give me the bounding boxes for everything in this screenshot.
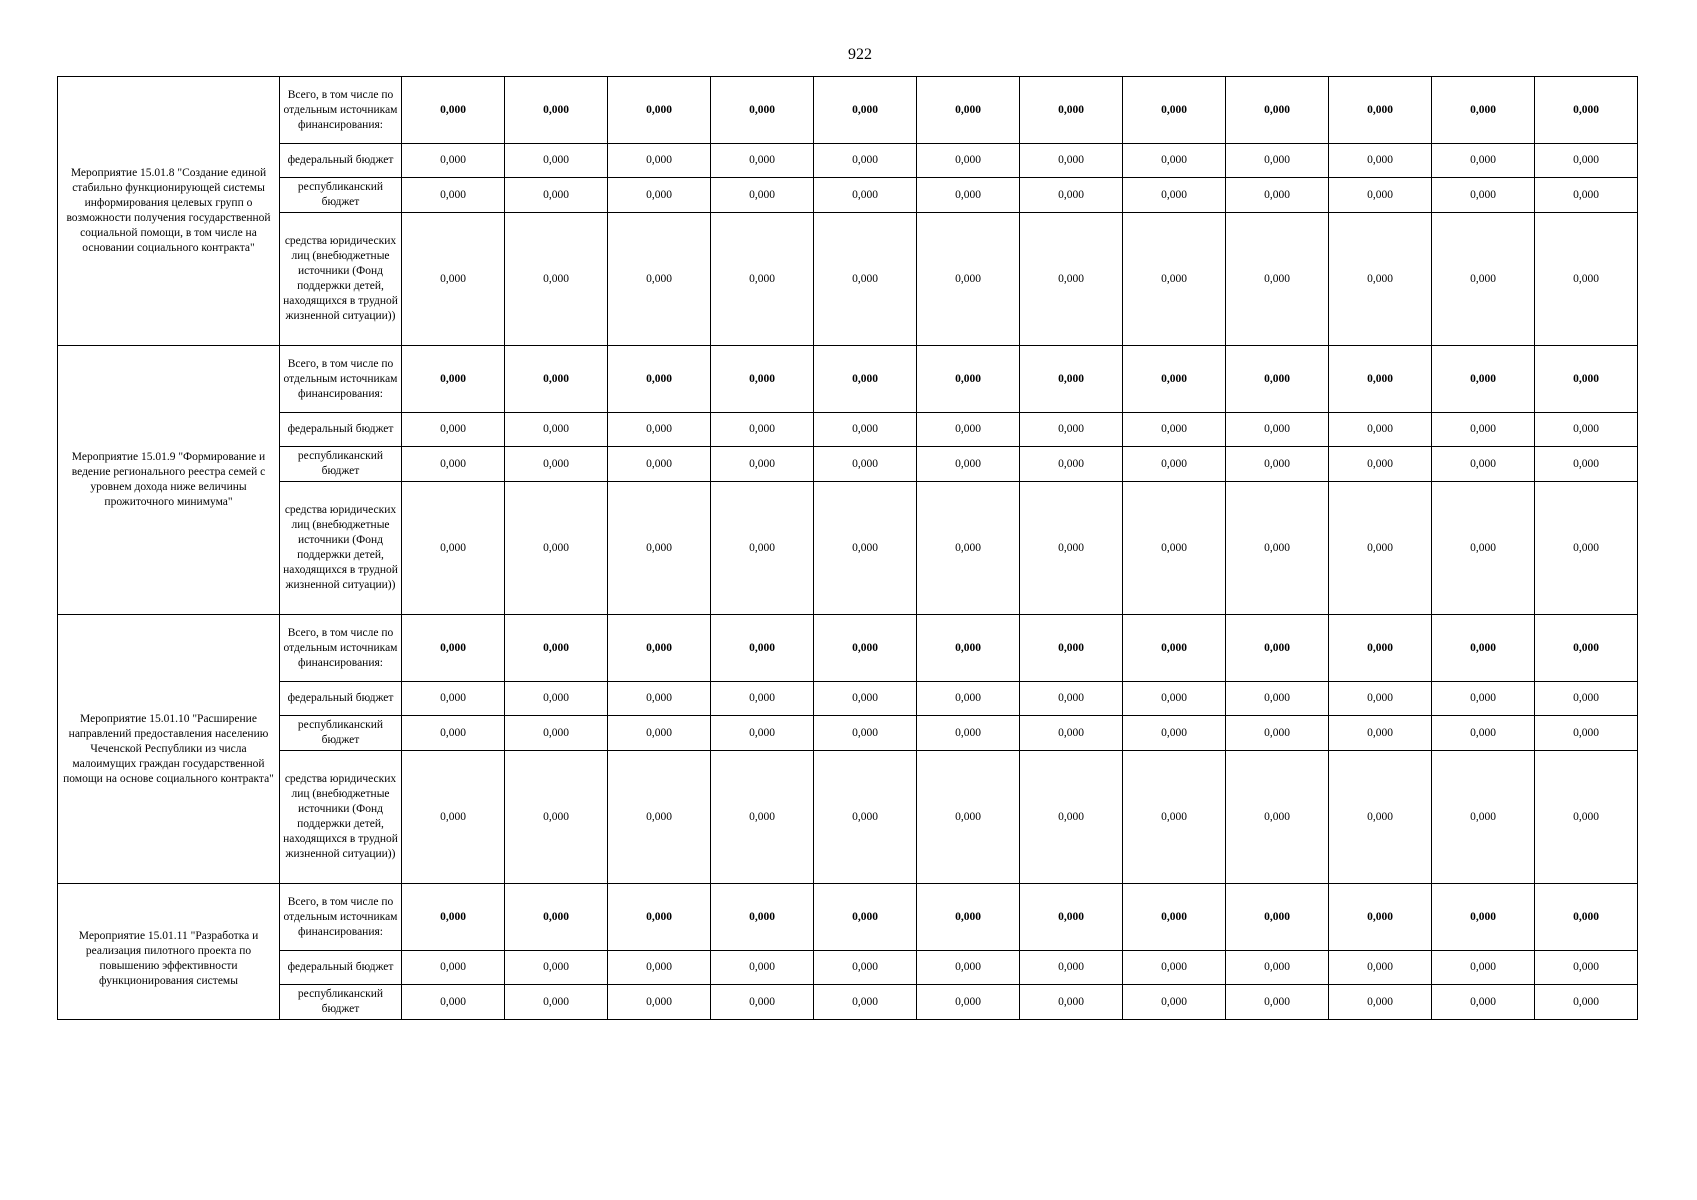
value-cell: 0,000 bbox=[1329, 346, 1432, 413]
value-cell: 0,000 bbox=[1329, 482, 1432, 615]
funding-source-label: республиканский бюджет bbox=[280, 716, 402, 751]
value-cell: 0,000 bbox=[505, 213, 608, 346]
value-cell: 0,000 bbox=[505, 884, 608, 951]
value-cell: 0,000 bbox=[402, 985, 505, 1020]
value-cell: 0,000 bbox=[402, 213, 505, 346]
funding-source-label: средства юридических лиц (внебюджетные источники (Фонд поддержки детей, находящихся в трудной жизненной ситуации)) bbox=[280, 482, 402, 615]
value-cell: 0,000 bbox=[1226, 213, 1329, 346]
value-cell: 0,000 bbox=[814, 346, 917, 413]
value-cell: 0,000 bbox=[1020, 77, 1123, 144]
value-cell: 0,000 bbox=[505, 178, 608, 213]
value-cell: 0,000 bbox=[505, 615, 608, 682]
value-cell: 0,000 bbox=[608, 682, 711, 716]
row-total bbox=[58, 884, 1638, 951]
value-cell: 0,000 bbox=[1020, 447, 1123, 482]
value-cell: 0,000 bbox=[1329, 951, 1432, 985]
funding-source-label: федеральный бюджет bbox=[280, 951, 402, 985]
value-cell: 0,000 bbox=[814, 615, 917, 682]
row-republican-budget bbox=[58, 178, 1638, 213]
value-cell: 0,000 bbox=[1432, 716, 1535, 751]
value-cell: 0,000 bbox=[711, 716, 814, 751]
value-cell: 0,000 bbox=[814, 716, 917, 751]
value-cell: 0,000 bbox=[505, 144, 608, 178]
financing-table bbox=[57, 76, 1638, 1020]
value-cell: 0,000 bbox=[1123, 751, 1226, 884]
value-cell: 0,000 bbox=[505, 985, 608, 1020]
value-cell: 0,000 bbox=[1123, 144, 1226, 178]
value-cell: 0,000 bbox=[711, 751, 814, 884]
value-cell: 0,000 bbox=[711, 213, 814, 346]
row-legal-entities bbox=[58, 751, 1638, 884]
funding-source-label: Всего, в том числе по отдельным источникам финансирования: bbox=[280, 884, 402, 951]
value-cell: 0,000 bbox=[1123, 615, 1226, 682]
value-cell: 0,000 bbox=[1123, 716, 1226, 751]
value-cell: 0,000 bbox=[608, 213, 711, 346]
value-cell: 0,000 bbox=[1432, 985, 1535, 1020]
event-title: Мероприятие 15.01.8 "Создание единой стабильно функционирующей системы информирования целевых групп о возможности получения государственной социальной помощи, в том числе на основании социального контракта" bbox=[58, 77, 280, 346]
value-cell: 0,000 bbox=[402, 884, 505, 951]
value-cell: 0,000 bbox=[917, 144, 1020, 178]
value-cell: 0,000 bbox=[1123, 77, 1226, 144]
value-cell: 0,000 bbox=[1123, 213, 1226, 346]
value-cell: 0,000 bbox=[608, 346, 711, 413]
value-cell: 0,000 bbox=[1020, 144, 1123, 178]
row-federal-budget bbox=[58, 951, 1638, 985]
value-cell: 0,000 bbox=[1535, 985, 1638, 1020]
value-cell: 0,000 bbox=[1226, 682, 1329, 716]
value-cell: 0,000 bbox=[608, 985, 711, 1020]
row-legal-entities bbox=[58, 213, 1638, 346]
event-title: Мероприятие 15.01.9 "Формирование и ведение регионального реестра семей с уровнем дохода ниже величины прожиточного минимума" bbox=[58, 346, 280, 615]
funding-source-label: средства юридических лиц (внебюджетные источники (Фонд поддержки детей, находящихся в трудной жизненной ситуации)) bbox=[280, 213, 402, 346]
value-cell: 0,000 bbox=[402, 413, 505, 447]
value-cell: 0,000 bbox=[1535, 77, 1638, 144]
value-cell: 0,000 bbox=[608, 884, 711, 951]
value-cell: 0,000 bbox=[711, 447, 814, 482]
value-cell: 0,000 bbox=[1535, 751, 1638, 884]
value-cell: 0,000 bbox=[1020, 751, 1123, 884]
row-legal-entities bbox=[58, 482, 1638, 615]
value-cell: 0,000 bbox=[1329, 178, 1432, 213]
value-cell: 0,000 bbox=[1432, 884, 1535, 951]
value-cell: 0,000 bbox=[1226, 716, 1329, 751]
value-cell: 0,000 bbox=[608, 751, 711, 884]
value-cell: 0,000 bbox=[1226, 615, 1329, 682]
value-cell: 0,000 bbox=[917, 178, 1020, 213]
value-cell: 0,000 bbox=[608, 447, 711, 482]
value-cell: 0,000 bbox=[814, 77, 917, 144]
value-cell: 0,000 bbox=[1123, 482, 1226, 615]
value-cell: 0,000 bbox=[1123, 951, 1226, 985]
value-cell: 0,000 bbox=[814, 213, 917, 346]
value-cell: 0,000 bbox=[1226, 447, 1329, 482]
row-republican-budget bbox=[58, 985, 1638, 1020]
page-number: 922 bbox=[848, 46, 872, 63]
value-cell: 0,000 bbox=[1535, 482, 1638, 615]
value-cell: 0,000 bbox=[1535, 716, 1638, 751]
value-cell: 0,000 bbox=[608, 413, 711, 447]
event-title: Мероприятие 15.01.10 "Расширение направлений предоставления населению Чеченской Республики из числа малоимущих граждан государственной помощи на основе социального контракта" bbox=[58, 615, 280, 884]
value-cell: 0,000 bbox=[1535, 447, 1638, 482]
value-cell: 0,000 bbox=[1020, 178, 1123, 213]
value-cell: 0,000 bbox=[917, 716, 1020, 751]
value-cell: 0,000 bbox=[711, 77, 814, 144]
value-cell: 0,000 bbox=[814, 751, 917, 884]
value-cell: 0,000 bbox=[1535, 144, 1638, 178]
value-cell: 0,000 bbox=[711, 482, 814, 615]
value-cell: 0,000 bbox=[505, 482, 608, 615]
value-cell: 0,000 bbox=[1226, 77, 1329, 144]
value-cell: 0,000 bbox=[402, 615, 505, 682]
value-cell: 0,000 bbox=[711, 682, 814, 716]
value-cell: 0,000 bbox=[917, 884, 1020, 951]
value-cell: 0,000 bbox=[1535, 346, 1638, 413]
value-cell: 0,000 bbox=[505, 951, 608, 985]
value-cell: 0,000 bbox=[505, 682, 608, 716]
value-cell: 0,000 bbox=[402, 346, 505, 413]
value-cell: 0,000 bbox=[711, 985, 814, 1020]
value-cell: 0,000 bbox=[1432, 615, 1535, 682]
value-cell: 0,000 bbox=[1432, 77, 1535, 144]
value-cell: 0,000 bbox=[917, 413, 1020, 447]
value-cell: 0,000 bbox=[1123, 884, 1226, 951]
value-cell: 0,000 bbox=[814, 985, 917, 1020]
value-cell: 0,000 bbox=[917, 615, 1020, 682]
value-cell: 0,000 bbox=[505, 413, 608, 447]
value-cell: 0,000 bbox=[1535, 413, 1638, 447]
funding-source-label: федеральный бюджет bbox=[280, 144, 402, 178]
value-cell: 0,000 bbox=[1432, 447, 1535, 482]
value-cell: 0,000 bbox=[711, 413, 814, 447]
value-cell: 0,000 bbox=[608, 716, 711, 751]
value-cell: 0,000 bbox=[711, 615, 814, 682]
value-cell: 0,000 bbox=[1329, 413, 1432, 447]
value-cell: 0,000 bbox=[1020, 213, 1123, 346]
value-cell: 0,000 bbox=[402, 482, 505, 615]
funding-source-label: Всего, в том числе по отдельным источникам финансирования: bbox=[280, 615, 402, 682]
value-cell: 0,000 bbox=[1329, 985, 1432, 1020]
value-cell: 0,000 bbox=[1432, 482, 1535, 615]
value-cell: 0,000 bbox=[1329, 615, 1432, 682]
funding-source-label: Всего, в том числе по отдельным источникам финансирования: bbox=[280, 77, 402, 144]
value-cell: 0,000 bbox=[1226, 413, 1329, 447]
funding-source-label: федеральный бюджет bbox=[280, 682, 402, 716]
value-cell: 0,000 bbox=[1226, 884, 1329, 951]
value-cell: 0,000 bbox=[814, 144, 917, 178]
value-cell: 0,000 bbox=[814, 951, 917, 985]
row-republican-budget bbox=[58, 716, 1638, 751]
value-cell: 0,000 bbox=[1329, 77, 1432, 144]
row-federal-budget bbox=[58, 682, 1638, 716]
value-cell: 0,000 bbox=[917, 482, 1020, 615]
row-federal-budget bbox=[58, 413, 1638, 447]
value-cell: 0,000 bbox=[1535, 615, 1638, 682]
value-cell: 0,000 bbox=[814, 482, 917, 615]
value-cell: 0,000 bbox=[814, 884, 917, 951]
value-cell: 0,000 bbox=[1123, 413, 1226, 447]
value-cell: 0,000 bbox=[1020, 951, 1123, 985]
value-cell: 0,000 bbox=[711, 178, 814, 213]
value-cell: 0,000 bbox=[1432, 682, 1535, 716]
value-cell: 0,000 bbox=[1329, 751, 1432, 884]
value-cell: 0,000 bbox=[1329, 213, 1432, 346]
value-cell: 0,000 bbox=[505, 751, 608, 884]
value-cell: 0,000 bbox=[1020, 716, 1123, 751]
value-cell: 0,000 bbox=[814, 447, 917, 482]
value-cell: 0,000 bbox=[1020, 413, 1123, 447]
value-cell: 0,000 bbox=[917, 346, 1020, 413]
value-cell: 0,000 bbox=[1535, 884, 1638, 951]
funding-source-label: федеральный бюджет bbox=[280, 413, 402, 447]
row-total bbox=[58, 615, 1638, 682]
value-cell: 0,000 bbox=[1020, 482, 1123, 615]
value-cell: 0,000 bbox=[1226, 346, 1329, 413]
value-cell: 0,000 bbox=[814, 178, 917, 213]
value-cell: 0,000 bbox=[402, 682, 505, 716]
value-cell: 0,000 bbox=[608, 951, 711, 985]
value-cell: 0,000 bbox=[917, 447, 1020, 482]
row-republican-budget bbox=[58, 447, 1638, 482]
value-cell: 0,000 bbox=[917, 985, 1020, 1020]
value-cell: 0,000 bbox=[608, 144, 711, 178]
value-cell: 0,000 bbox=[1329, 716, 1432, 751]
value-cell: 0,000 bbox=[1020, 346, 1123, 413]
value-cell: 0,000 bbox=[1020, 615, 1123, 682]
value-cell: 0,000 bbox=[1020, 985, 1123, 1020]
value-cell: 0,000 bbox=[814, 413, 917, 447]
value-cell: 0,000 bbox=[1123, 985, 1226, 1020]
value-cell: 0,000 bbox=[917, 213, 1020, 346]
value-cell: 0,000 bbox=[917, 951, 1020, 985]
value-cell: 0,000 bbox=[402, 447, 505, 482]
value-cell: 0,000 bbox=[1123, 178, 1226, 213]
value-cell: 0,000 bbox=[711, 884, 814, 951]
funding-source-label: Всего, в том числе по отдельным источникам финансирования: bbox=[280, 346, 402, 413]
funding-source-label: республиканский бюджет bbox=[280, 447, 402, 482]
value-cell: 0,000 bbox=[608, 77, 711, 144]
value-cell: 0,000 bbox=[1432, 751, 1535, 884]
value-cell: 0,000 bbox=[1226, 178, 1329, 213]
value-cell: 0,000 bbox=[402, 77, 505, 144]
value-cell: 0,000 bbox=[608, 178, 711, 213]
value-cell: 0,000 bbox=[1226, 985, 1329, 1020]
value-cell: 0,000 bbox=[1535, 213, 1638, 346]
value-cell: 0,000 bbox=[1535, 682, 1638, 716]
value-cell: 0,000 bbox=[711, 144, 814, 178]
value-cell: 0,000 bbox=[608, 482, 711, 615]
value-cell: 0,000 bbox=[505, 447, 608, 482]
value-cell: 0,000 bbox=[1432, 213, 1535, 346]
value-cell: 0,000 bbox=[1432, 413, 1535, 447]
value-cell: 0,000 bbox=[1329, 144, 1432, 178]
value-cell: 0,000 bbox=[402, 144, 505, 178]
value-cell: 0,000 bbox=[1432, 178, 1535, 213]
value-cell: 0,000 bbox=[1329, 682, 1432, 716]
value-cell: 0,000 bbox=[1020, 884, 1123, 951]
value-cell: 0,000 bbox=[1123, 682, 1226, 716]
value-cell: 0,000 bbox=[814, 682, 917, 716]
funding-source-label: республиканский бюджет bbox=[280, 178, 402, 213]
value-cell: 0,000 bbox=[1123, 346, 1226, 413]
value-cell: 0,000 bbox=[402, 716, 505, 751]
value-cell: 0,000 bbox=[1535, 178, 1638, 213]
value-cell: 0,000 bbox=[505, 716, 608, 751]
value-cell: 0,000 bbox=[1432, 144, 1535, 178]
value-cell: 0,000 bbox=[1226, 951, 1329, 985]
value-cell: 0,000 bbox=[402, 751, 505, 884]
value-cell: 0,000 bbox=[505, 77, 608, 144]
value-cell: 0,000 bbox=[1020, 682, 1123, 716]
value-cell: 0,000 bbox=[505, 346, 608, 413]
value-cell: 0,000 bbox=[1329, 447, 1432, 482]
value-cell: 0,000 bbox=[1226, 144, 1329, 178]
row-total bbox=[58, 346, 1638, 413]
value-cell: 0,000 bbox=[1432, 346, 1535, 413]
value-cell: 0,000 bbox=[402, 178, 505, 213]
event-title: Мероприятие 15.01.11 "Разработка и реализация пилотного проекта по повышению эффективности функционирования системы bbox=[58, 884, 280, 1020]
row-federal-budget bbox=[58, 144, 1638, 178]
value-cell: 0,000 bbox=[1535, 951, 1638, 985]
value-cell: 0,000 bbox=[917, 751, 1020, 884]
value-cell: 0,000 bbox=[711, 951, 814, 985]
value-cell: 0,000 bbox=[402, 951, 505, 985]
value-cell: 0,000 bbox=[608, 615, 711, 682]
value-cell: 0,000 bbox=[1432, 951, 1535, 985]
value-cell: 0,000 bbox=[711, 346, 814, 413]
value-cell: 0,000 bbox=[1226, 482, 1329, 615]
value-cell: 0,000 bbox=[917, 682, 1020, 716]
value-cell: 0,000 bbox=[1329, 884, 1432, 951]
funding-source-label: республиканский бюджет bbox=[280, 985, 402, 1020]
row-total bbox=[58, 77, 1638, 144]
value-cell: 0,000 bbox=[1226, 751, 1329, 884]
funding-source-label: средства юридических лиц (внебюджетные источники (Фонд поддержки детей, находящихся в трудной жизненной ситуации)) bbox=[280, 751, 402, 884]
value-cell: 0,000 bbox=[917, 77, 1020, 144]
value-cell: 0,000 bbox=[1123, 447, 1226, 482]
